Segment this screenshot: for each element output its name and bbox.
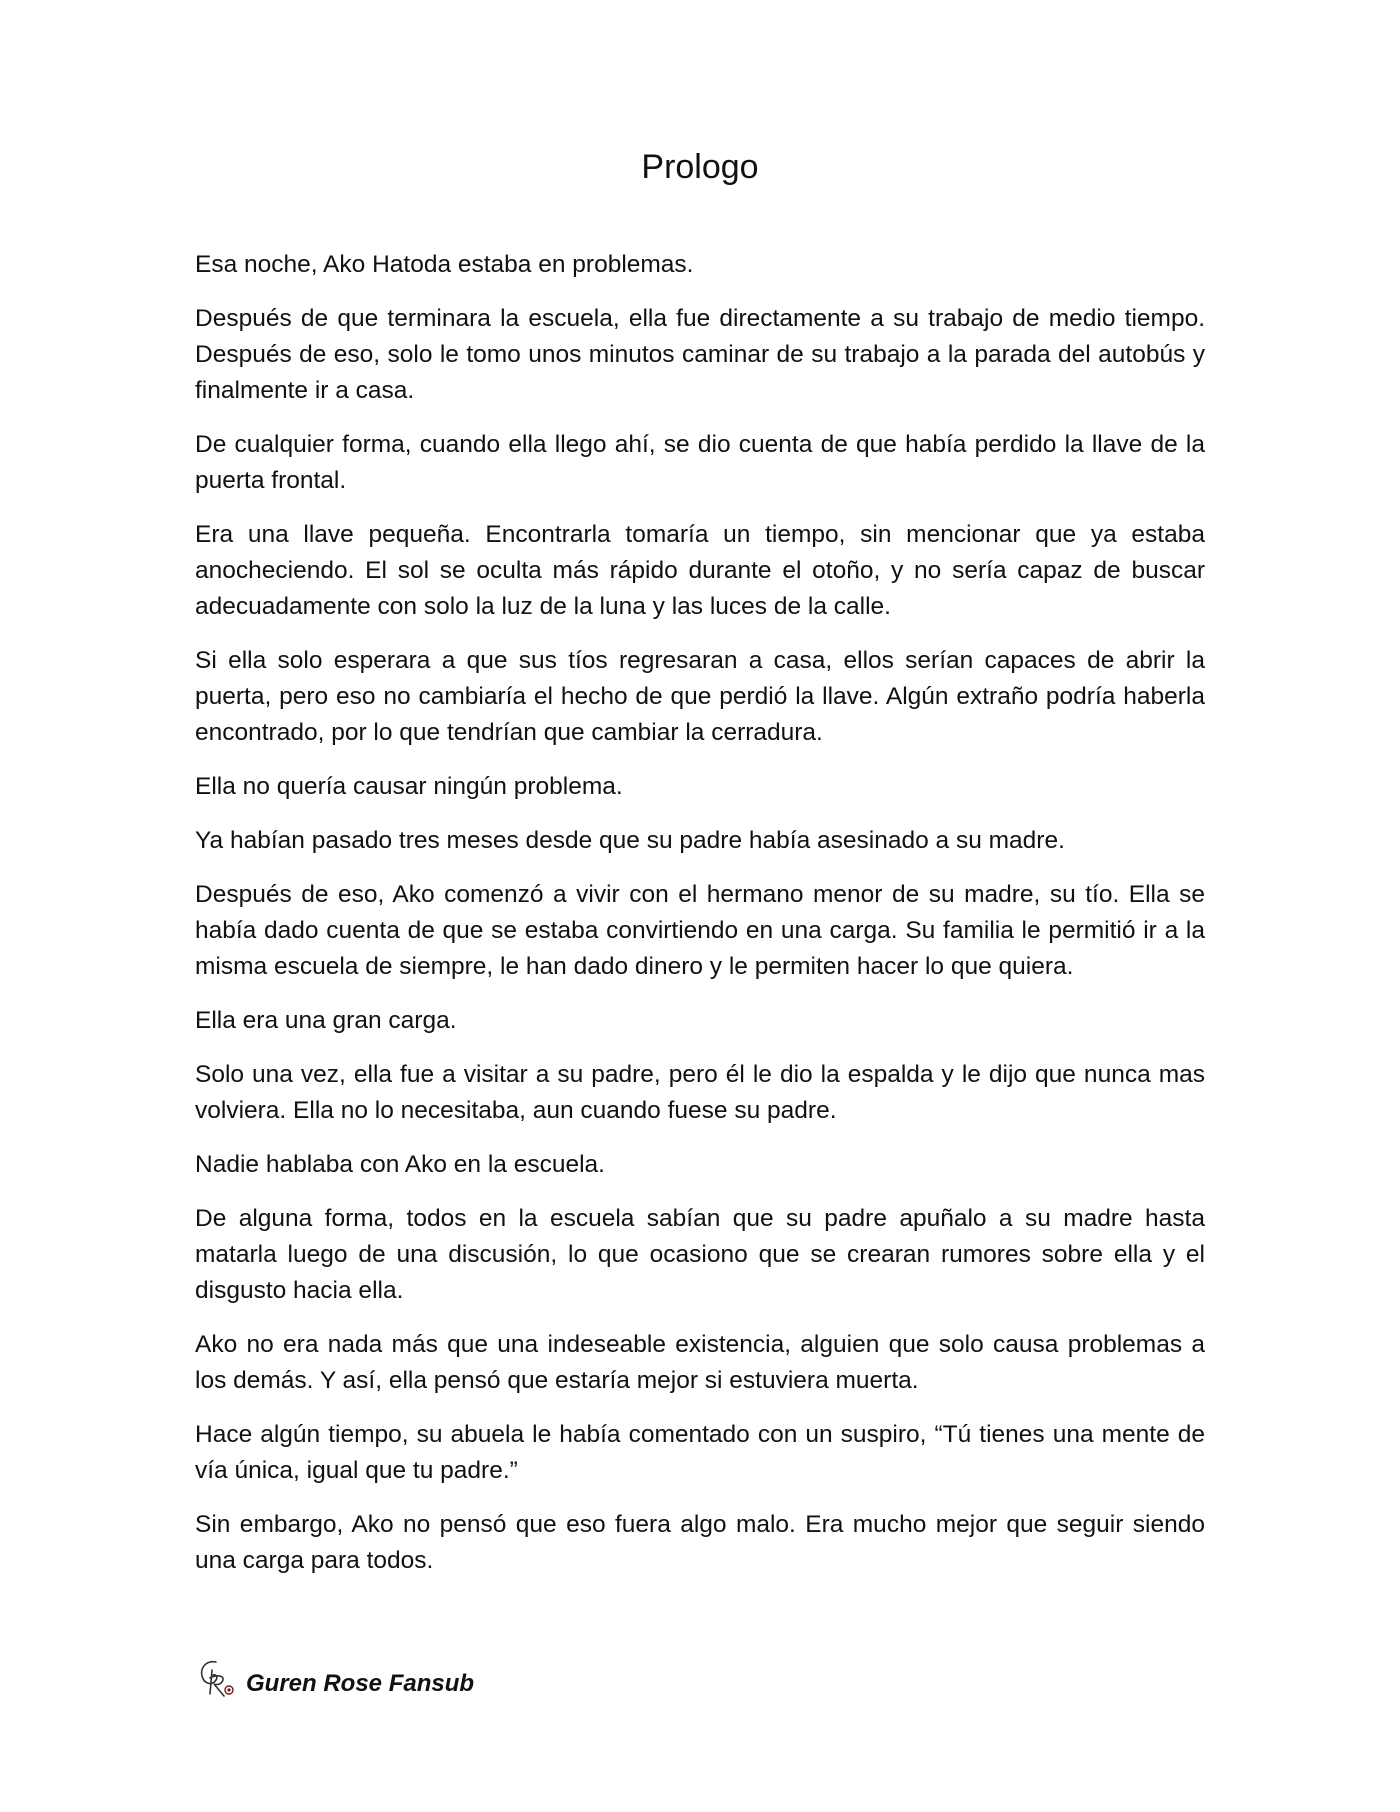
body-text <box>195 247 1205 1597</box>
paragraph: Si ella solo esperara a que sus tíos regresaran a casa, ellos serían capaces de abrir la puerta, pero eso no cambiaría el hecho de que perdió la llave. Algún extraño podría haberla encontrado, por lo que tendrían que cambiar la cerradura. <box>195 647 1205 746</box>
paragraph: Ya habían pasado tres meses desde que su padre había asesinado a su madre. <box>195 827 1065 854</box>
fansub-signature: Guren Rose Fansub <box>246 1670 475 1697</box>
paragraph: Después de eso, Ako comenzó a vivir con el hermano menor de su madre, su tío. Ella se había dado cuenta de que se estaba convirtiendo en una carga. Su familia le permitió ir a la misma escuela de siempre, le han dado dinero y le permiten hacer lo que quiera. <box>195 881 1205 980</box>
paragraph: De alguna forma, todos en la escuela sabían que su padre apuñalo a su madre hasta matarla luego de una discusión, lo que ocasiono que se crearan rumores sobre ella y el disgusto hacia ella. <box>195 1205 1205 1304</box>
paragraph: Ella no quería causar ningún problema. <box>195 773 623 800</box>
paragraph: De cualquier forma, cuando ella llego ahí, se dio cuenta de que había perdido la llave de la puerta frontal. <box>195 431 1205 494</box>
paragraph: Esa noche, Ako Hatoda estaba en problemas. <box>195 251 694 278</box>
paragraph: Ella era una gran carga. <box>195 1007 457 1034</box>
paragraph: Ako no era nada más que una indeseable existencia, alguien que solo causa problemas a los demás. Y así, ella pensó que estaría mejor si estuviera muerta. <box>195 1331 1205 1394</box>
paragraph: Nadie hablaba con Ako en la escuela. <box>195 1151 605 1178</box>
gr-monogram-logo-icon <box>196 1656 236 1700</box>
paragraph: Solo una vez, ella fue a visitar a su padre, pero él le dio la espalda y le dijo que nunca mas volviera. Ella no lo necesitaba, aun cuando fuese su padre. <box>195 1061 1205 1124</box>
paragraph: Era una llave pequeña. Encontrarla tomaría un tiempo, sin mencionar que ya estaba anocheciendo. El sol se oculta más rápido durante el otoño, y no sería capaz de buscar adecuadamente con solo la luz de la luna y las luces de la calle. <box>195 521 1205 620</box>
paragraph: Sin embargo, Ako no pensó que eso fuera algo malo. Era mucho mejor que seguir siendo una carga para todos. <box>195 1511 1205 1574</box>
paragraph: Hace algún tiempo, su abuela le había comentado con un suspiro, “Tú tienes una mente de vía única, igual que tu padre.” <box>195 1421 1205 1484</box>
footer-signature <box>196 1654 474 1702</box>
paragraph: Después de que terminara la escuela, ella fue directamente a su trabajo de medio tiempo. Después de eso, solo le tomo unos minutos caminar de su trabajo a la parada del autobús y finalmente ir a casa. <box>195 305 1205 404</box>
page-title: Prologo <box>641 148 759 186</box>
